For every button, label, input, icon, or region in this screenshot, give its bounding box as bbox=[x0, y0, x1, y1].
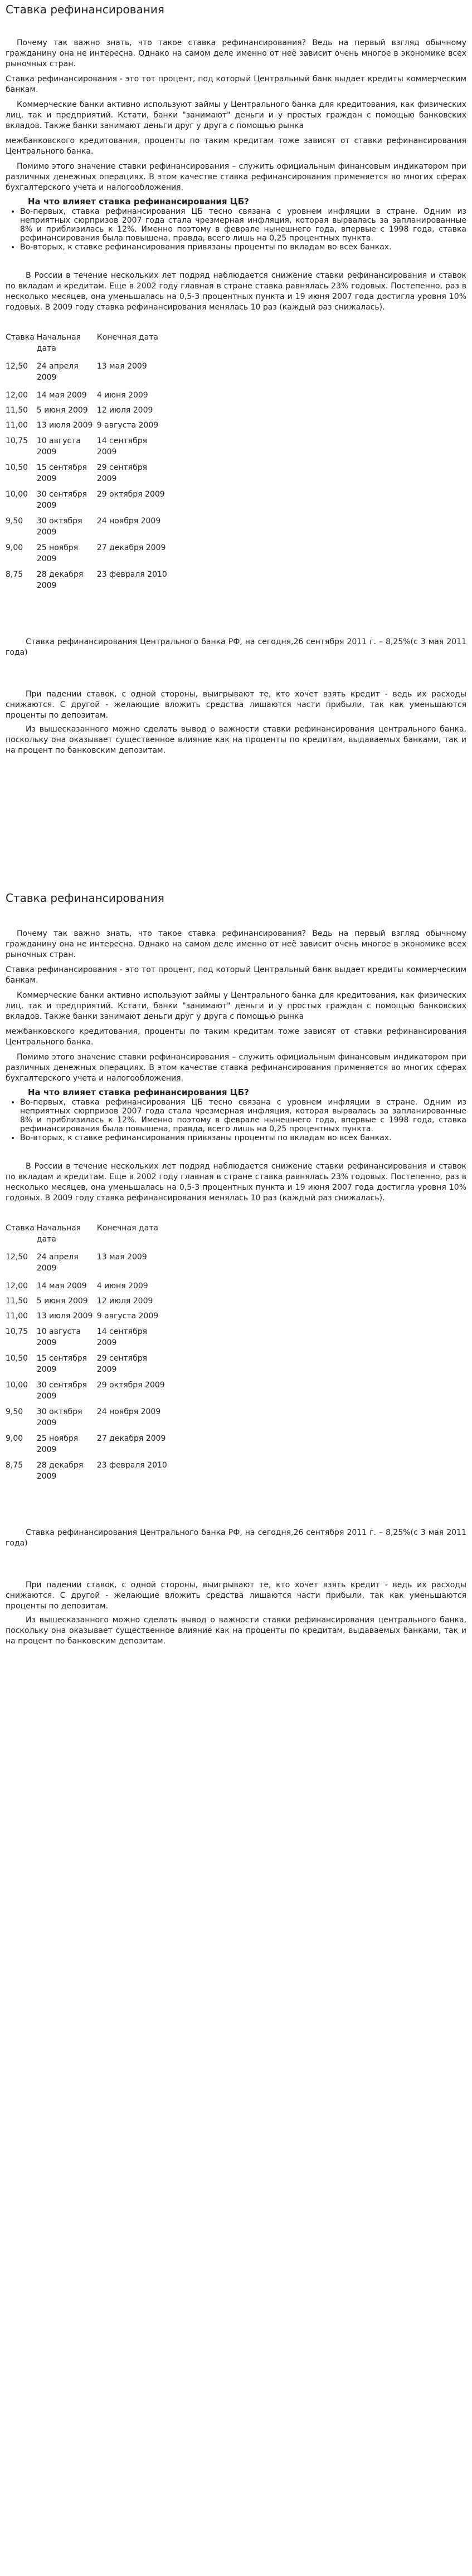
table-cell: 10,50 bbox=[6, 463, 28, 472]
paragraph-intro: Почему так важно знать, что такое ставка рефинансирования? Ведь на первый взгляд обычному гражданину она не интересна. Однако на самом деле именно от неё зависит очень многое в экономике всех рыночных стран. bbox=[6, 38, 466, 68]
paragraph-interbank: межбанковского кредитования, проценты по таким кредитам тоже зависят от ставки рефинансирования Центрального банка. bbox=[6, 1027, 466, 1047]
table-cell: 10,75 bbox=[6, 436, 28, 445]
table-row bbox=[6, 1380, 172, 1402]
table-cell: 9 августа 2009 bbox=[96, 421, 159, 430]
table-cell: 29 октября 2009 bbox=[96, 490, 165, 499]
bullet-list bbox=[6, 1098, 466, 1142]
table-cell: 10 августа 2009 bbox=[36, 1327, 81, 1347]
table-cell: 30 октября 2009 bbox=[36, 1407, 82, 1427]
paragraph-interbank: межбанковского кредитования, проценты по таким кредитам тоже зависят от ставки рефинансирования Центрального банка. bbox=[6, 136, 466, 156]
article-title: Ставка рефинансирования bbox=[6, 3, 164, 16]
table-row bbox=[6, 489, 172, 511]
article-title: Ставка рефинансирования bbox=[6, 891, 164, 905]
bullet-list bbox=[6, 207, 466, 252]
paragraph-intro: Почему так важно знать, что такое ставка рефинансирования? Ведь на первый взгляд обычному гражданину она не интересна. Однако на самом деле именно от неё зависит очень многое в экономике всех рыночных стран. bbox=[6, 929, 466, 959]
table-cell: 11,00 bbox=[6, 1312, 28, 1321]
table-cell: 30 сентября 2009 bbox=[36, 1381, 87, 1401]
paragraph-rate-effects: При падении ставок, с одной стороны, выигрывают те, кто хочет взять кредит - ведь их расходы снижаются. С другой - желающие вложить средства лишаются части прибыли, так как уменьшаются проценты по депозитам. bbox=[6, 1581, 466, 1611]
table-row bbox=[6, 405, 172, 416]
table-row bbox=[6, 1280, 172, 1292]
table-row bbox=[6, 420, 172, 431]
rates-table bbox=[6, 332, 172, 591]
table-cell: 10,75 bbox=[6, 1327, 28, 1336]
table-header-cell: Ставка bbox=[6, 1224, 35, 1233]
table-cell: 14 сентября 2009 bbox=[96, 1327, 148, 1347]
table-row bbox=[6, 542, 172, 565]
table-cell: 11,00 bbox=[6, 421, 28, 430]
table-header-cell: Начальная дата bbox=[36, 1224, 81, 1244]
table-cell: 29 сентября 2009 bbox=[96, 1354, 148, 1374]
paragraph-indicator: Помимо этого значение ставки рефинансирования – служить официальным финансовым индикатором при различных денежных операциях. В этом качестве ставка рефинансирования применяется во многих сферах бухгалтерского учета и налогообложения. bbox=[6, 162, 466, 192]
table-row bbox=[6, 390, 172, 401]
table-row bbox=[6, 1353, 172, 1375]
paragraph-history: В России в течение нескольких лет подряд наблюдается снижение ставки рефинансирования и ставок по вкладам и кредитам. Еще в 2002 году главная в стране ставка равнялась 23% годовых. Постепенно, раз в несколько месяцев, она уменьшалась на 0,5-3 процентных пункта и 19 июня 2007 года достигла уровня 10% годовых. В 2009 году ставка рефинансирования менялась 10 раз (каждый раз снижалась). bbox=[6, 1162, 466, 1203]
table-cell: 11,50 bbox=[6, 406, 28, 415]
table-cell: 9,00 bbox=[6, 1434, 23, 1443]
table-cell: 13 мая 2009 bbox=[96, 362, 147, 371]
table-cell: 15 сентября 2009 bbox=[36, 463, 87, 483]
table-cell: 13 мая 2009 bbox=[96, 1253, 147, 1262]
table-row bbox=[6, 1252, 172, 1274]
table-cell: 30 октября 2009 bbox=[36, 517, 82, 537]
bullet-deposits: • Во-вторых, к ставке рефинансирования привязаны проценты по вкладам во всех банках. bbox=[20, 243, 466, 252]
bullet-inflation: • Во-первых, ставка рефинансирования ЦБ тесно связана с уровнем инфляции в стране. Одним из неприятных сюрпризов 2007 года стала чрезмерная инфляция, которая вырвалась за запланированные 8% и приблизилась к 12%. Именно поэтому в феврале нынешнего года, впервые с 1998 года, ставка рефинансирования была повышена, правда, всего лишь на 0,25 процентных пункта. bbox=[20, 207, 466, 243]
table-row bbox=[6, 435, 172, 458]
table-cell: 10,00 bbox=[6, 490, 28, 499]
table-cell: 9,50 bbox=[6, 1407, 23, 1416]
table-header-cell: Начальная дата bbox=[36, 333, 81, 353]
table-cell: 8,75 bbox=[6, 1461, 23, 1470]
table-row bbox=[6, 516, 172, 538]
table-cell: 9 августа 2009 bbox=[96, 1312, 159, 1321]
table-cell: 12 июля 2009 bbox=[96, 406, 153, 415]
table-cell: 14 сентября 2009 bbox=[96, 436, 148, 457]
table-cell: 23 февраля 2010 bbox=[96, 570, 167, 579]
table-cell: 12,00 bbox=[6, 391, 28, 400]
table-cell: 4 июня 2009 bbox=[96, 1282, 148, 1291]
table-header-cell: Ставка bbox=[6, 333, 35, 342]
article-copy-2 bbox=[0, 891, 472, 2576]
table-cell: 12,00 bbox=[6, 1282, 28, 1291]
paragraph-commercial-banks: Коммерческие банки активно используют займы у Центрального банка для кредитования, как физических лиц, так и предприятий. Кстати, банки "занимают" деньги и у простых граждан с помощью банковских вкладов. Также банки занимают деньги друг у друга с помощью рынка bbox=[6, 991, 466, 1021]
table-cell: 23 февраля 2010 bbox=[96, 1461, 167, 1470]
bullet-deposits: • Во-вторых, к ставке рефинансирования привязаны проценты по вкладам во всех банках. bbox=[20, 1134, 466, 1142]
table-cell: 28 декабря 2009 bbox=[36, 1461, 84, 1481]
table-row bbox=[6, 1460, 172, 1482]
table-cell: 30 сентября 2009 bbox=[36, 490, 87, 510]
table-header-row bbox=[6, 1223, 172, 1245]
table-cell: 10 августа 2009 bbox=[36, 436, 81, 457]
table-cell: 5 июня 2009 bbox=[36, 1297, 88, 1306]
table-row bbox=[6, 1433, 172, 1455]
table-cell: 14 мая 2009 bbox=[36, 1282, 87, 1291]
table-cell: 14 мая 2009 bbox=[36, 391, 87, 400]
table-cell: 12,50 bbox=[6, 362, 28, 371]
table-cell: 25 ноября 2009 bbox=[36, 1434, 79, 1454]
table-header-cell: Конечная дата bbox=[96, 333, 158, 342]
table-cell: 27 декабря 2009 bbox=[96, 543, 166, 552]
table-cell: 13 июля 2009 bbox=[36, 421, 93, 430]
table-header-cell: Конечная дата bbox=[96, 1224, 158, 1233]
table-cell: 28 декабря 2009 bbox=[36, 570, 84, 590]
table-cell: 10,00 bbox=[6, 1381, 28, 1390]
table-cell: 29 октября 2009 bbox=[96, 1381, 165, 1390]
subheading: На что влияет ставка рефинансирования ЦБ? bbox=[28, 1087, 249, 1097]
paragraph-definition: Ставка рефинансирования - это тот процент, под который Центральный банк выдает кредиты коммерческим банкам. bbox=[6, 965, 466, 985]
table-cell: 24 ноября 2009 bbox=[96, 517, 161, 526]
table-header-row bbox=[6, 332, 172, 354]
table-cell: 27 декабря 2009 bbox=[96, 1434, 166, 1443]
table-cell: 8,75 bbox=[6, 570, 23, 579]
paragraph-definition: Ставка рефинансирования - это тот процент, под который Центральный банк выдает кредиты коммерческим банкам. bbox=[6, 75, 466, 94]
paragraph-rate-effects: При падении ставок, с одной стороны, выигрывают те, кто хочет взять кредит - ведь их расходы снижаются. С другой - желающие вложить средства лишаются части прибыли, так как уменьшаются проценты по депозитам. bbox=[6, 690, 466, 720]
table-row bbox=[6, 569, 172, 591]
subheading: На что влияет ставка рефинансирования ЦБ? bbox=[28, 197, 249, 207]
paragraph-current-rate: Ставка рефинансирования Центрального банка РФ, на сегодня,26 сентября 2011 г. – 8,25%(с 3 мая 2011 года) bbox=[6, 1528, 466, 1548]
table-cell: 10,50 bbox=[6, 1354, 28, 1363]
bullet-inflation: • Во-первых, ставка рефинансирования ЦБ тесно связана с уровнем инфляции в стране. Одним из неприятных сюрпризов 2007 года стала чрезмерная инфляция, которая вырвалась за запланированные 8% и приблизилась к 12%. Именно поэтому в феврале нынешнего года, впервые с 1998 года, ставка рефинансирования была повышена, правда, всего лишь на 0,25 процентных пункта. bbox=[20, 1098, 466, 1134]
table-row bbox=[6, 1326, 172, 1348]
table-cell: 12,50 bbox=[6, 1253, 28, 1262]
paragraph-history: В России в течение нескольких лет подряд наблюдается снижение ставки рефинансирования и ставок по вкладам и кредитам. Еще в 2002 году главная в стране ставка равнялась 23% годовых. Постепенно, раз в несколько месяцев, она уменьшалась на 0,5-3 процентных пункта и 19 июня 2007 года достигла уровня 10% годовых. В 2009 году ставка рефинансирования менялась 10 раз (каждый раз снижалась). bbox=[6, 271, 466, 312]
table-cell: 24 апреля 2009 bbox=[36, 1253, 79, 1273]
rates-table bbox=[6, 1223, 172, 1482]
table-cell: 9,00 bbox=[6, 543, 23, 552]
table-row bbox=[6, 361, 172, 383]
paragraph-indicator: Помимо этого значение ставки рефинансирования – служить официальным финансовым индикатором при различных денежных операциях. В этом качестве ставка рефинансирования применяется во многих сферах бухгалтерского учета и налогообложения. bbox=[6, 1053, 466, 1083]
table-cell: 29 сентября 2009 bbox=[96, 463, 148, 483]
table-cell: 9,50 bbox=[6, 517, 23, 526]
table-cell: 24 ноября 2009 bbox=[96, 1407, 161, 1416]
table-cell: 25 ноября 2009 bbox=[36, 543, 79, 563]
table-cell: 12 июля 2009 bbox=[96, 1297, 153, 1306]
table-row bbox=[6, 1311, 172, 1322]
paragraph-commercial-banks: Коммерческие банки активно используют займы у Центрального банка для кредитования, как физических лиц, так и предприятий. Кстати, банки "занимают" деньги и у простых граждан с помощью банковских вкладов. Также банки занимают деньги друг у друга с помощью рынка bbox=[6, 100, 466, 130]
table-cell: 24 апреля 2009 bbox=[36, 362, 79, 382]
table-cell: 4 июня 2009 bbox=[96, 391, 148, 400]
table-cell: 11,50 bbox=[6, 1297, 28, 1306]
table-row bbox=[6, 1296, 172, 1307]
paragraph-conclusion: Из вышесказанного можно сделать вывод о важности ставки рефинансирования центрального банка, поскольку она оказывает существенное влияние как на проценты по кредитам, выдаваемых банками, так и на процент по банковским депозитам. bbox=[6, 1616, 466, 1646]
table-row bbox=[6, 1406, 172, 1429]
paragraph-conclusion: Из вышесказанного можно сделать вывод о важности ставки рефинансирования центрального банка, поскольку она оказывает существенное влияние как на проценты по кредитам, выдаваемых банками, так и на процент по банковским депозитам. bbox=[6, 725, 466, 755]
table-cell: 13 июля 2009 bbox=[36, 1312, 93, 1321]
paragraph-current-rate: Ставка рефинансирования Центрального банка РФ, на сегодня,26 сентября 2011 г. – 8,25%(с 3 мая 2011 года) bbox=[6, 637, 466, 657]
table-cell: 5 июня 2009 bbox=[36, 406, 88, 415]
table-cell: 15 сентября 2009 bbox=[36, 1354, 87, 1374]
article-copy-1 bbox=[0, 0, 472, 891]
table-row bbox=[6, 462, 172, 484]
